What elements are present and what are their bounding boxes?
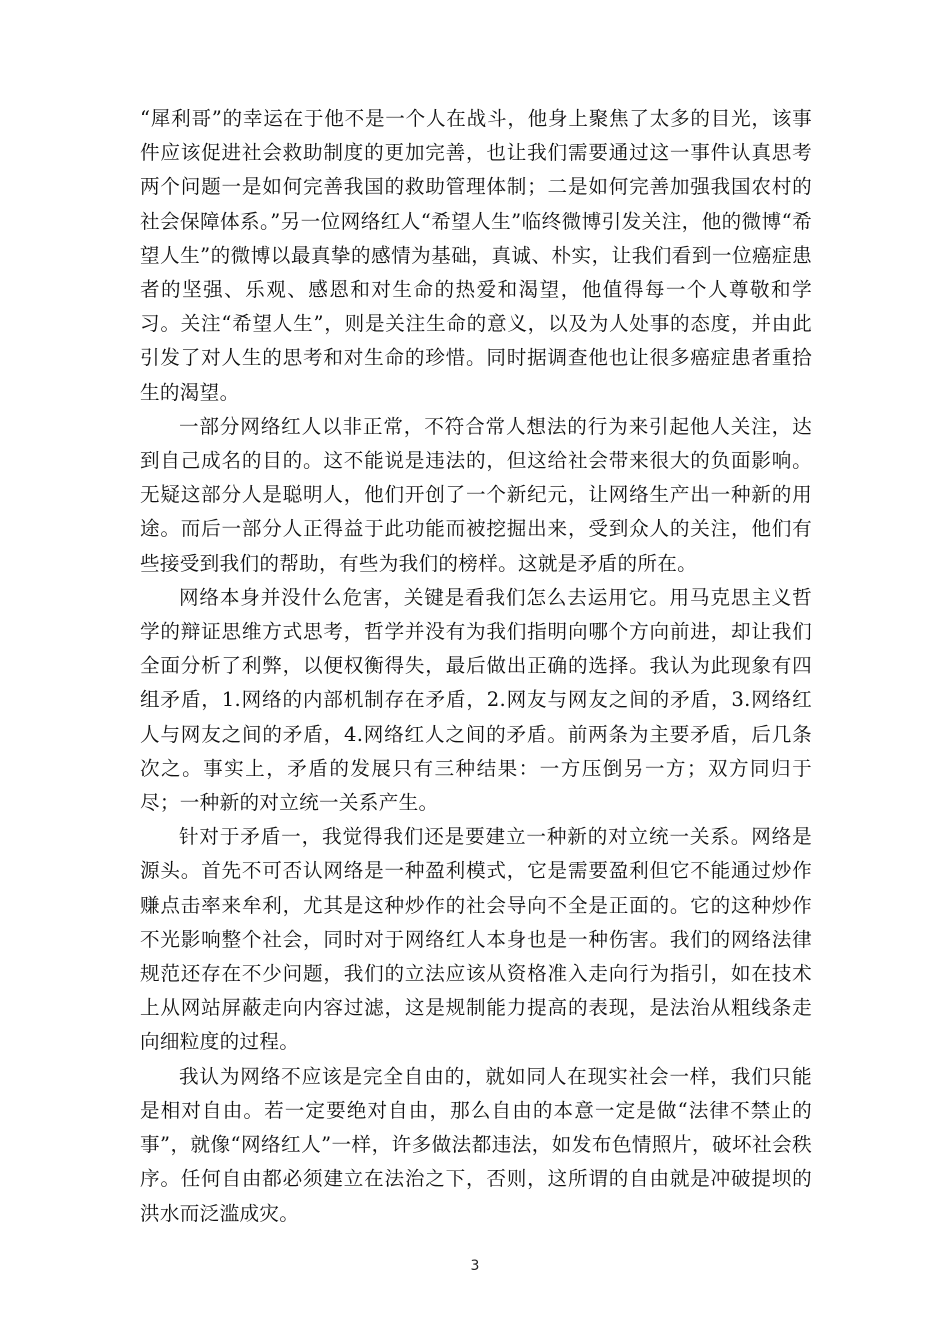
page-number: 3 xyxy=(470,1258,480,1274)
body-text xyxy=(140,102,812,1231)
paragraph: 针对于矛盾一，我觉得我们还是要建立一种新的对立统一关系。网络是源头。首先不可否认网络是一种盈利模式，它是需要盈利但它不能通过炒作赚点击率来牟利，尤其是这种炒作的社会导向不全是正面的。它的这种炒作不光影响整个社会，同时对于网络红人本身也是一种伤害。我们的网络法律规范还存在不少问题，我们的立法应该从资格准入走向行为指引，如在技术上从网站屏蔽走向内容过滤，这是规制能力提高的表现，是法治从粗线条走向细粒度的过程。 xyxy=(140,825,812,1054)
paragraph: 我认为网络不应该是完全自由的，就如同人在现实社会一样，我们只能是相对自由。若一定要绝对自由，那么自由的本意一定是做“法律不禁止的事”，就像“网络红人”一样，许多做法都违法，如发布色情照片，破坏社会秩序。任何自由都必须建立在法治之下，否则，这所谓的自由就是冲破提坝的洪水而泛滥成灾。 xyxy=(140,1064,812,1225)
paragraph: “犀利哥”的幸运在于他不是一个人在战斗，他身上聚焦了太多的目光，该事件应该促进社会救助制度的更加完善，也让我们需要通过这一事件认真思考两个问题一是如何完善我国的救助管理体制；二是如何完善加强我国农村的社会保障体系。”另一位网络红人“希望人生”临终微博引发关注，他的微博“希望人生”的微博以最真挚的感情为基础，真诚、朴实，让我们看到一位癌症患者的坚强、乐观、感恩和对生命的热爱和渴望，他值得每一个人尊敬和学习。关注“希望人生”，则是关注生命的意义，以及为人处事的态度，并由此引发了对人生的思考和对生命的珍惜。同时据调查他也让很多癌症患者重拾生的渴望。 xyxy=(140,107,812,404)
paragraph: 一部分网络红人以非正常，不符合常人想法的行为来引起他人关注，达到自己成名的目的。这不能说是违法的，但这给社会带来很大的负面影响。无疑这部分人是聪明人，他们开创了一个新纪元，让网络生产出一种新的用途。而后一部分人正得益于此功能而被挖掘出来，受到众人的关注，他们有些接受到我们的帮助，有些为我们的榜样。这就是矛盾的所在。 xyxy=(140,414,812,575)
paragraph: 网络本身并没什么危害，关键是看我们怎么去运用它。用马克思主义哲学的辩证思维方式思考，哲学并没有为我们指明向哪个方向前进，却让我们全面分析了利弊，以便权衡得失，最后做出正确的选择。我认为此现象有四组矛盾，1.网络的内部机制存在矛盾，2.网友与网友之间的矛盾，3.网络红人与网友之间的矛盾，4.网络红人之间的矛盾。前两条为主要矛盾，后几条次之。事实上，矛盾的发展只有三种结果：一方压倒另一方；双方同归于尽；一种新的对立统一关系产生。 xyxy=(140,585,812,815)
